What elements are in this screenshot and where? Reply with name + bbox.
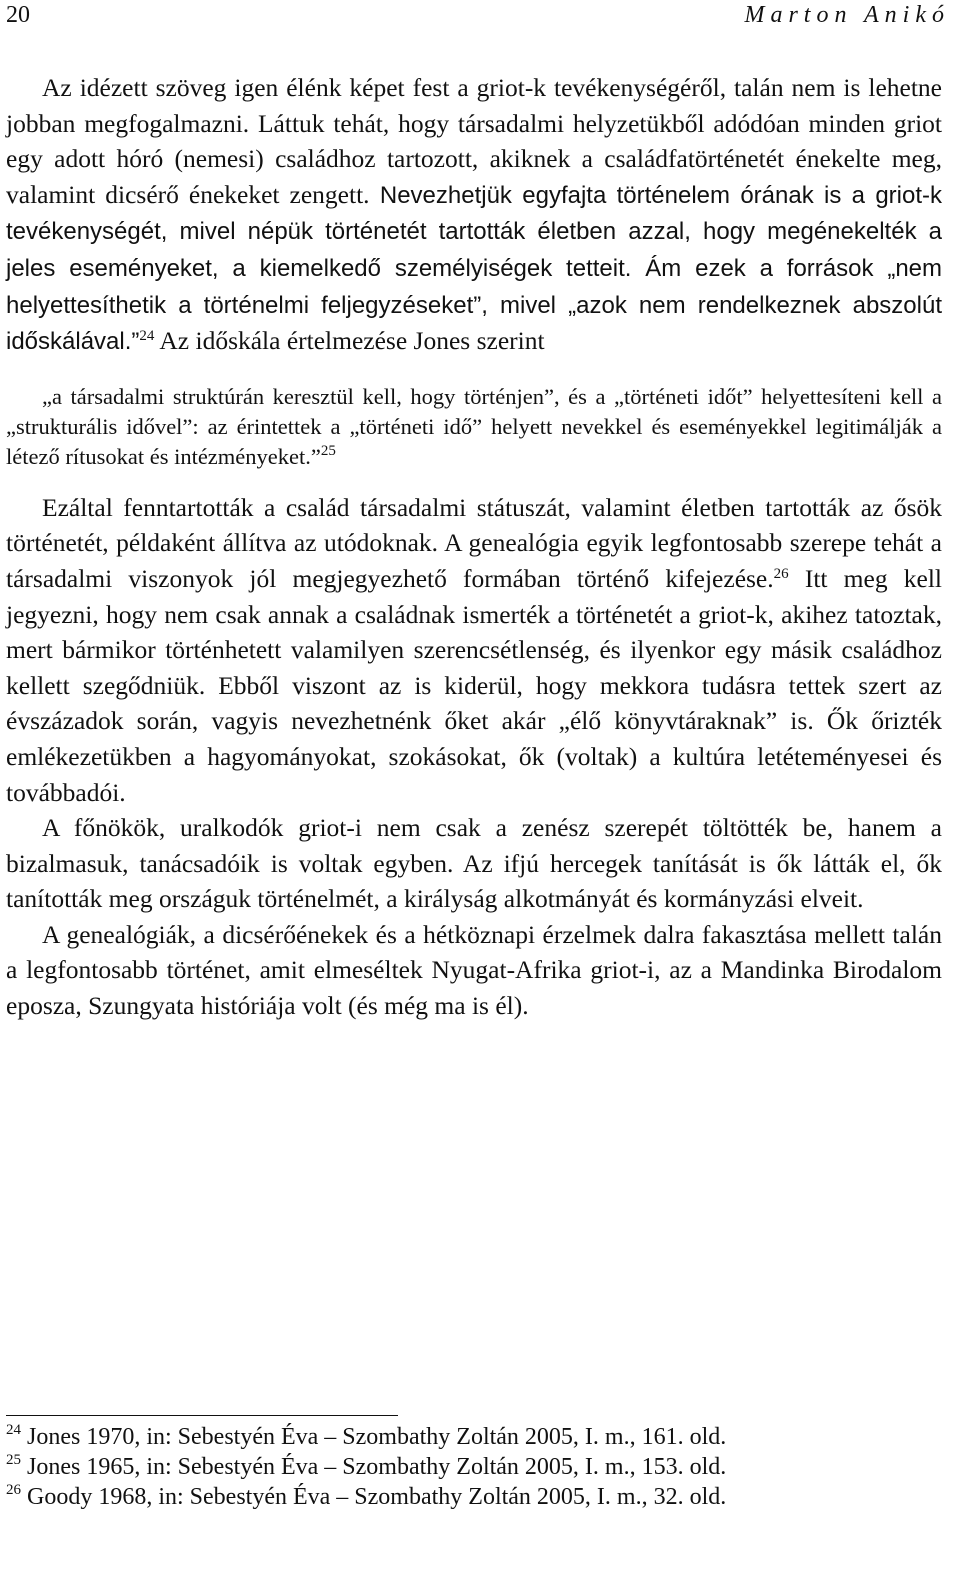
footnote-number: 24	[6, 1422, 21, 1438]
block-quote-text: „a társadalmi struktúrán keresztül kell, hogy történjen”, és a „történeti időt” helyettesíteni kell a „strukturális idővel”: az érintettek a „történeti idő” helyett nevekkel és eseményekkel legitimálják a létező rítusokat és intézményeket.”	[6, 383, 942, 469]
footnote-ref-24[interactable]: 24	[139, 328, 155, 345]
paragraph-1-text-a: Az idézett szöveg igen élénk képet fest a griot-k tevékenységéről, talán nem is lehetne jobban megfogalmazni. Láttuk tehát, hogy társadalmi helyzetükből adódóan minden griot egy adott hóró (nemesi) családhoz tartozott, akiknek a családfatörténetét énekelte meg, valamint dicsérő énekeket zengett.	[6, 73, 942, 209]
paragraph-2-text-a: Ezáltal fenntartották a család társadalmi státuszát, valamint életben tartották az ősök történetét, példaként állítva az utódoknak. A genealógia egyik legfontosabb szerepe tehát a társadalmi viszonyok jól megjegyezhető formában történő kifejezése.	[6, 492, 942, 593]
paragraph-3: A főnökök, uralkodók griot-i nem csak a zenész szerepét töltötték be, hanem a bizalmasuk, tanácsadóik is voltak egyben. Az ifjú hercegek tanítását is ők látták el, ők tanították meg országuk történelmét, a királyság alkotmányát és kormányzási elveit.	[6, 813, 942, 914]
paragraph-1	[6, 70, 942, 360]
footnote-24	[6, 1422, 942, 1452]
paragraph-1-text-c: Az időskála értelmezése Jones szerint	[154, 326, 545, 356]
footnote-number: 25	[6, 1452, 21, 1468]
footnote-ref-25[interactable]: 25	[320, 442, 336, 459]
paragraph-1-text-b: Nevezhetjük egyfajta történelem órának is a griot-k tevékenységét, mivel népük történetét tartották életben azzal, hogy megénekelték a jeles eseményeket, a kiemelkedő személyiségek tetteit. Ám ezek a források „nem helyettesíthetik a történelmi feljegyzéseket”, mivel „azok nem rendelkeznek abszolút időskálával.”	[6, 181, 943, 356]
footnote-text: Jones 1970, in: Sebestyén Éva – Szombathy Zoltán 2005, I. m., 161. old.	[27, 1424, 727, 1450]
footnotes	[6, 1422, 942, 1512]
footnote-ref-26[interactable]: 26	[773, 565, 789, 582]
block-quote	[6, 382, 942, 472]
footnote-25	[6, 1452, 942, 1482]
paragraph-4: A genealógiák, a dicsérőénekek és a hétköznapi érzelmek dalra fakasztása mellett talán a legfontosabb történet, amit elmeséltek Nyugat-Afrika griot-i, az a Mandinka Birodalom eposza, Szungyata históriája volt (és még ma is él).	[6, 919, 942, 1021]
footnote-divider	[6, 1415, 398, 1416]
paragraph-2	[6, 490, 942, 810]
running-head-author: Marton Anikó	[744, 2, 950, 28]
footnote-text: Goody 1968, in: Sebestyén Éva – Szombathy Zoltán 2005, I. m., 32. old.	[27, 1484, 727, 1510]
paragraph-2-text-b: Itt meg kell jegyezni, hogy nem csak annak a családnak ismerték a történetét a griot-k, akihez tatoztak, mert bármikor történhetett valamilyen szerencsétlenség, és ilyenkor egy másik családhoz kellett szegődniük. Ebből viszont az is kiderül, hogy mekkora tudásra tettek szert az évszázadok során, vagyis nevezhetnénk őket akár „élő könyvtáraknak” is. Ők őrizték emlékezetükben a hagyományokat, szokásokat, ők (voltak) a kultúra letéteményesei és továbbadói.	[6, 563, 942, 807]
footnote-text: Jones 1965, in: Sebestyén Éva – Szombathy Zoltán 2005, I. m., 153. old.	[27, 1454, 727, 1480]
footnote-26	[6, 1482, 942, 1512]
footnote-number: 26	[6, 1482, 21, 1498]
page-header	[6, 0, 950, 34]
main-text	[6, 70, 942, 1024]
page-number: 20	[6, 2, 30, 28]
